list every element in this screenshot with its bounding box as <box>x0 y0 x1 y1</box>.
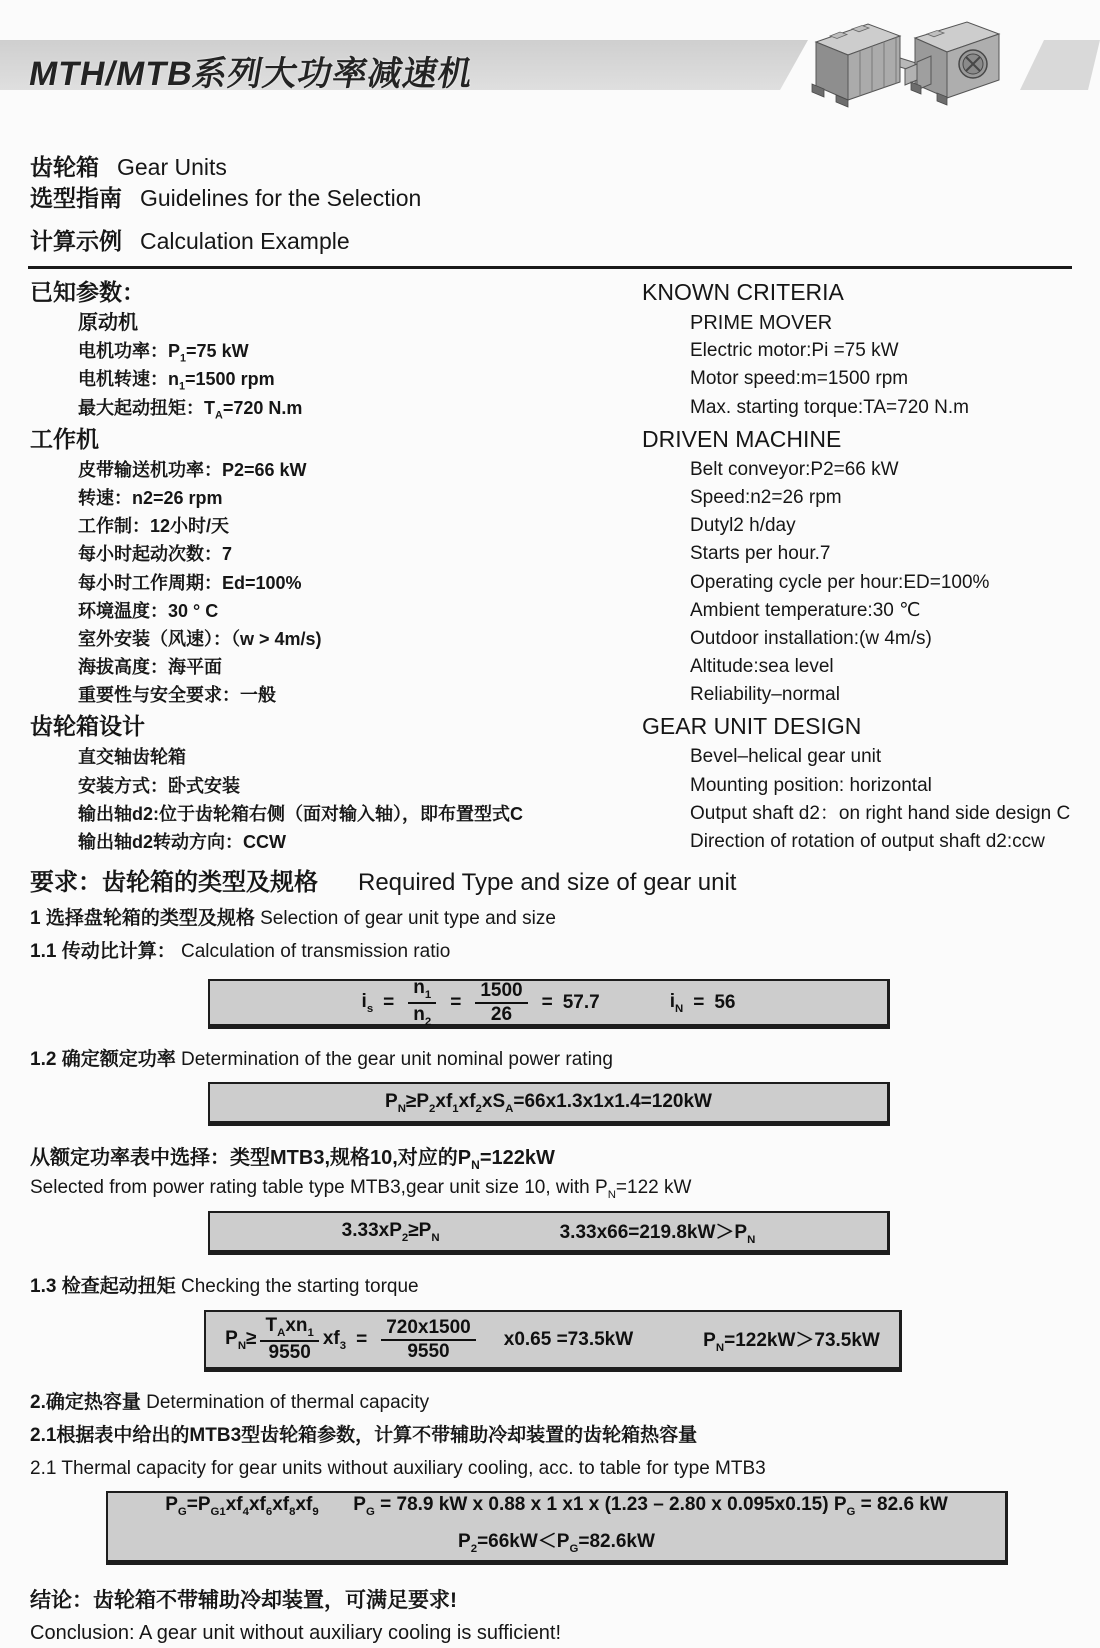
step2-1-zh: 2.1根据表中给出的MTB3型齿轮箱参数，计算不带辅助冷却装置的齿轮箱热容量 <box>30 1425 698 1447</box>
criteria-en: Output shaft d2：on right hand side design C <box>690 802 1071 824</box>
criteria-zh: 输出轴d2转动方向：CCW <box>78 832 286 852</box>
fraction-numerator: 720x1500 <box>381 1317 476 1341</box>
criteria-en: Altitude:sea level <box>690 656 834 678</box>
title-calculation-example <box>30 226 1100 257</box>
criteria-zh: 工作制：12小时/天 <box>78 516 230 537</box>
thermal-line1 <box>165 1490 948 1527</box>
thermal-line2 <box>458 1527 655 1564</box>
step1-2-heading <box>30 1045 1100 1074</box>
criteria-row <box>0 800 1100 828</box>
thermal-calculation: $P_G = 78.9$ kW x 0.88 x 1 x1 x (1.23 – 2.80 x 0.095x0.15) $P_G = 82.6$ kW <box>353 1493 948 1518</box>
step2-1-heading-en <box>30 1454 1100 1483</box>
thermal-expression: $P_G=P_{G1}xf_4xf_6xf_8xf_9$ <box>165 1493 319 1518</box>
ratio-lhs: $i_s$ <box>361 990 374 1015</box>
ratio-nominal-value: 56 <box>714 991 736 1013</box>
step1-2-zh: 1.2 确定额定功率 <box>30 1049 176 1071</box>
criteria-zh: 电机功率：$P_1=75$ kW <box>78 341 249 365</box>
criteria-zh: 转速：n2=26 rpm <box>78 487 223 508</box>
thermal-comparison: $P_2=66kW<P_G=82.6kW$ <box>458 1530 655 1555</box>
torque-result: x0.65 =73.5kW <box>503 1328 634 1350</box>
fraction-1500-26 <box>475 980 527 1026</box>
ratio-result: 57.7 <box>562 991 600 1013</box>
fraction-numerator: $T_Axn_1$ <box>260 1315 318 1342</box>
criteria-en: Direction of rotation of output shaft d2:ccw <box>690 831 1045 852</box>
title-calculation-example-en: Calculation Example <box>140 228 350 254</box>
step1-heading <box>30 904 1100 933</box>
criteria-en: Speed:n2=26 rpm <box>690 486 842 508</box>
criteria-zh: 环境温度：30 ° C <box>78 600 219 621</box>
step2-zh: 2.确定热容量 <box>30 1392 141 1414</box>
nominal-power-expression: $P_N\ge P_2xf_1xf_2xS_A=66x1.3x1x1.4=120kW$ <box>385 1090 712 1115</box>
power-check-left: $3.33xP_2\ge P_N$ <box>341 1219 440 1244</box>
title-block <box>30 152 1100 257</box>
fraction-720x1500 <box>381 1317 476 1363</box>
criteria-zh: 每小时工作周期：Ed=100% <box>78 572 302 593</box>
criteria-zh: 室外安装（风速）：（w > 4m/s) <box>78 628 322 649</box>
fraction-numerator: $n_1$ <box>408 977 436 1004</box>
ratio-nominal-lhs: $i_N$ <box>669 990 684 1015</box>
criteria-zh: 每小时起动次数：7 <box>78 544 233 565</box>
criteria-row <box>0 512 1100 540</box>
criteria-en: GEAR UNIT DESIGN <box>642 713 862 740</box>
formula-power-check <box>208 1211 890 1255</box>
criteria-zh: 皮带输送机功率：P2=66 kW <box>78 459 307 480</box>
criteria-en: Bevel–helical gear unit <box>690 746 882 768</box>
fraction-denominator: $n_2$ <box>413 1003 432 1028</box>
criteria-zh: 海拔高度：海平面 <box>78 657 222 678</box>
criteria-row <box>0 681 1100 709</box>
criteria-en: Belt conveyor:P2=66 kW <box>690 458 899 480</box>
criteria-en: Starts per hour.7 <box>690 543 831 565</box>
equals-sign: = <box>383 991 395 1013</box>
criteria-en: Reliability–normal <box>690 684 840 706</box>
gearbox-image-left <box>810 10 918 110</box>
fraction-ta-n1 <box>260 1315 318 1364</box>
equals-sign: = <box>693 991 705 1013</box>
formula-thermal-capacity <box>106 1491 1008 1565</box>
criteria-en: Mounting position: horizontal <box>690 774 932 796</box>
criteria-en: Dutyl2 h/day <box>690 515 796 537</box>
criteria-en: Max. starting torque:TA=720 N.m <box>690 396 969 418</box>
torque-lhs: $P_N\ge$ <box>225 1327 257 1352</box>
fraction-denominator: 9550 <box>407 1340 450 1362</box>
criteria-row <box>0 625 1100 653</box>
title-gear-units-zh: 齿轮箱 <box>30 154 99 180</box>
conclusion-zh: 结论：齿轮箱不带辅助冷却装置，可满足要求! <box>30 1589 457 1613</box>
title-gear-units-en: Gear Units <box>117 154 227 180</box>
criteria-en: PRIME MOVER <box>690 312 833 334</box>
selected-note-zh: 从额定功率表中选择：类型MTB3,规格10,对应的$P_N=122kW$ <box>30 1147 555 1173</box>
criteria-row <box>0 709 1100 743</box>
step1-1-heading <box>30 937 1100 966</box>
fraction-denominator: 26 <box>490 1003 513 1025</box>
formula-transmission-ratio <box>208 976 890 1029</box>
criteria-row <box>0 394 1100 422</box>
fraction-denominator: 9550 <box>268 1342 311 1364</box>
criteria-row <box>0 365 1100 393</box>
title-calculation-example-zh: 计算示例 <box>30 228 122 254</box>
criteria-en: KNOWN CRITERIA <box>642 279 844 305</box>
torque-comparison: $P_N=122kW>73.5kW$ <box>703 1330 880 1355</box>
required-heading-zh: 要求：齿轮箱的类型及规格 <box>30 869 318 897</box>
criteria-zh: 直交轴齿轮箱 <box>78 747 186 768</box>
criteria-section <box>0 269 1100 856</box>
power-check-right: $3.33x66=219.8kW>P_N$ <box>559 1222 756 1247</box>
criteria-row <box>0 456 1100 484</box>
criteria-row <box>0 772 1100 800</box>
criteria-row <box>0 653 1100 681</box>
equals-sign: = <box>541 991 553 1013</box>
formula-starting-torque <box>204 1310 902 1372</box>
criteria-en: Operating cycle per hour:ED=100% <box>690 571 990 593</box>
criteria-zh: 工作机 <box>30 425 99 452</box>
step1-1-zh: 1.1 传动比计算： <box>30 941 176 963</box>
criteria-zh: 安装方式：卧式安装 <box>78 775 240 796</box>
criteria-zh: 齿轮箱设计 <box>30 713 145 740</box>
criteria-row <box>0 569 1100 597</box>
step1-en: Selection of gear unit type and size <box>254 908 556 930</box>
criteria-row <box>0 743 1100 771</box>
criteria-zh: 输出轴d2:位于齿轮箱右侧（面对输入轴），即布置型式C <box>78 803 523 824</box>
fraction-n1-n2 <box>408 977 436 1029</box>
criteria-row <box>0 422 1100 456</box>
step1-2-en: Determination of the gear unit nominal power rating <box>175 1049 613 1071</box>
criteria-en: Motor speed:m=1500 rpm <box>690 368 909 390</box>
step1-zh: 1 选择盘轮箱的类型及规格 <box>30 908 255 930</box>
required-heading-en: Required Type and size of gear unit <box>358 869 737 897</box>
step1-1-en: Calculation of transmission ratio <box>175 941 451 963</box>
header-decor-stripe <box>1020 40 1100 90</box>
criteria-row <box>0 275 1100 309</box>
title-guidelines <box>30 183 1100 214</box>
criteria-en: Electric motor:Pi =75 kW <box>690 340 899 362</box>
criteria-zh: 已知参数： <box>30 279 145 305</box>
equals-sign: = <box>450 991 462 1013</box>
title-gear-units <box>30 152 1100 183</box>
criteria-en: Outdoor installation:(w 4m/s) <box>690 627 932 649</box>
fraction-numerator: 1500 <box>475 980 527 1004</box>
step2-heading <box>30 1388 1100 1417</box>
criteria-zh: 原动机 <box>78 312 138 334</box>
selected-note-en: Selected from power rating table type MTB3,gear unit size 10, with $P_N=122$ kW <box>30 1177 692 1201</box>
page-title: MTH/MTB系列大功率减速机 <box>26 55 477 93</box>
step2-1-en: 2.1 Thermal capacity for gear units without auxiliary cooling, acc. to table for type MTB3 <box>30 1458 766 1480</box>
title-guidelines-zh: 选型指南 <box>30 185 122 211</box>
criteria-zh: 重要性与安全要求：一般 <box>78 685 276 706</box>
criteria-zh: 电机转速：$n_1=1500$ rpm <box>78 369 275 393</box>
criteria-en: Ambient temperature:30 ℃ <box>690 599 921 621</box>
equals-sign: = <box>356 1328 368 1350</box>
gearbox-image-right <box>903 10 1007 110</box>
criteria-row <box>0 309 1100 337</box>
step1-3-zh: 1.3 检查起动扭矩 <box>30 1276 176 1298</box>
conclusion-en: Conclusion: A gear unit without auxiliary cooling is sufficient! <box>30 1622 562 1645</box>
step1-3-en: Checking the starting torque <box>175 1276 419 1298</box>
criteria-zh: 最大起动扭矩：$T_A=720$ N.m <box>78 397 303 422</box>
criteria-row <box>0 828 1100 856</box>
page-header <box>0 0 1100 122</box>
criteria-row <box>0 484 1100 512</box>
torque-factor: $xf_3$ <box>322 1327 347 1352</box>
criteria-row <box>0 597 1100 625</box>
formula-nominal-power <box>208 1082 890 1126</box>
title-guidelines-en: Guidelines for the Selection <box>140 185 422 211</box>
criteria-row <box>0 337 1100 365</box>
step2-en: Determination of thermal capacity <box>140 1392 430 1414</box>
criteria-en: DRIVEN MACHINE <box>642 425 842 452</box>
required-heading <box>30 866 1100 900</box>
step1-3-heading <box>30 1272 1100 1301</box>
criteria-row <box>0 540 1100 568</box>
step2-1-heading-zh <box>30 1421 1100 1450</box>
